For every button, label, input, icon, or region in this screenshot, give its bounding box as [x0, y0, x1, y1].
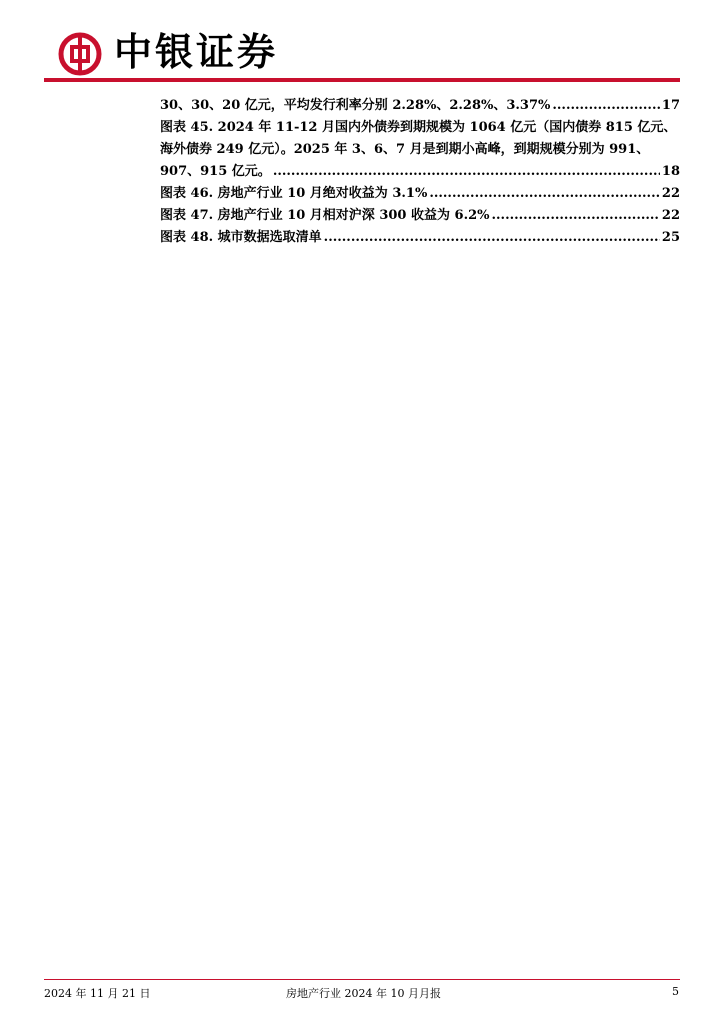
toc-entry-text: 图表 47. 房地产行业 10 月相对沪深 300 收益为 6.2%: [160, 208, 490, 223]
leader-dots: [324, 230, 660, 245]
toc-entry-line[interactable]: [160, 138, 680, 160]
toc-entry[interactable]: [160, 204, 680, 226]
toc-entry-text: 907、915 亿元。: [160, 164, 271, 179]
toc-page-number: 22: [661, 208, 680, 223]
toc-page-number: 17: [661, 98, 680, 113]
toc-entry-text: 图表 48. 城市数据选取清单: [160, 230, 322, 245]
leader-dots: [492, 208, 660, 223]
toc-entry[interactable]: [160, 226, 680, 248]
toc-entry[interactable]: [160, 182, 680, 204]
leader-dots: [552, 98, 660, 113]
leader-dots: [273, 164, 660, 179]
toc-entry[interactable]: [160, 160, 680, 182]
footer-divider: [44, 979, 680, 980]
footer-report-title: 房地产行业 2024 年 10 月月报: [286, 987, 441, 1000]
toc-entry-text: 海外债券 249 亿元）。2025 年 3、6、7 月是到期小高峰，到期规模分别为 991、: [160, 142, 650, 157]
leader-dots: [429, 186, 660, 201]
toc-page-number: 18: [661, 164, 680, 179]
header-divider: [44, 78, 680, 82]
footer-page-number: 5: [672, 985, 679, 998]
table-of-figures: [160, 94, 680, 248]
toc-page-number: 25: [661, 230, 680, 245]
toc-entry-text: 30、30、20 亿元，平均发行利率分别 2.28%、2.28%、3.37%: [160, 98, 551, 113]
page-header: [0, 0, 724, 90]
toc-page-number: 22: [661, 186, 680, 201]
toc-entry-text: 图表 46. 房地产行业 10 月绝对收益为 3.1%: [160, 186, 428, 201]
brand-name: 中银证券: [114, 30, 279, 74]
toc-entry-text: 图表 45. 2024 年 11-12 月国内外债券到期规模为 1064 亿元（国内债券 815 亿元、: [160, 120, 677, 135]
bank-of-china-logo-icon: [58, 32, 102, 76]
toc-entry-line[interactable]: [160, 116, 680, 138]
toc-entry[interactable]: [160, 94, 680, 116]
footer-date: 2024 年 11 月 21 日: [44, 987, 151, 1000]
